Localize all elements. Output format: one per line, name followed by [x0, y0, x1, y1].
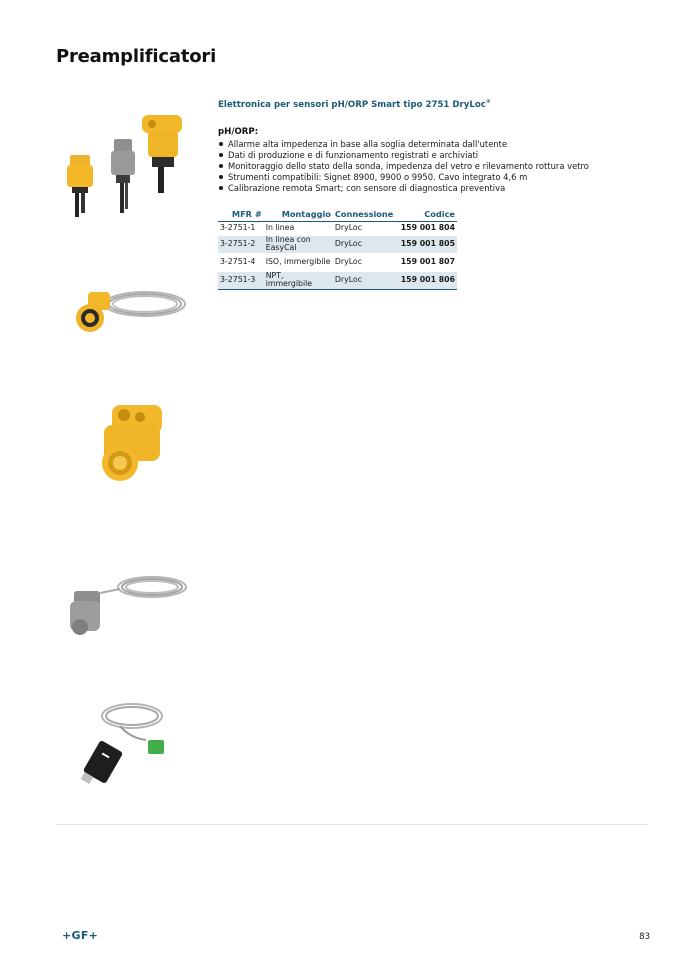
- cell-codice: 159 001 804: [399, 221, 457, 235]
- cell-mfr: 3-2751-4: [218, 253, 264, 271]
- gf-logo: +GF+: [62, 929, 99, 942]
- cell-codice: 159 001 805: [399, 235, 457, 253]
- header-connessione: Connessione: [333, 208, 399, 222]
- header-codice: Codice: [399, 208, 457, 222]
- feature-item: Strumenti compatibili: Signet 8900, 9900 o 9950. Cavo integrato 4,6 m: [218, 172, 638, 183]
- cell-codice: 159 001 807: [399, 253, 457, 271]
- feature-item: Monitoraggio dello stato della sonda, impedenza del vetro e rilevamento rottura vetro: [218, 161, 638, 172]
- cell-montaggio: NPT, immergibile: [264, 271, 333, 289]
- cell-mfr: 3-2751-1: [218, 221, 264, 235]
- table-row: [218, 235, 457, 253]
- footer-divider: [56, 824, 648, 825]
- cell-connessione: DryLoc: [333, 235, 399, 253]
- features-subhead: pH/ORP:: [218, 126, 259, 137]
- table-row: [218, 271, 457, 289]
- page-number: 83: [639, 932, 650, 942]
- table-row: [218, 253, 457, 271]
- registered-mark: ®: [485, 99, 491, 105]
- grey-sensor-cable-image: [50, 563, 190, 643]
- cable-sensor-yellow-image: [50, 280, 190, 355]
- cell-mfr: 3-2751-3: [218, 271, 264, 289]
- cell-connessione: DryLoc: [333, 253, 399, 271]
- header-montaggio: Montaggio: [264, 208, 333, 222]
- features-list: [218, 139, 638, 194]
- table-header-row: [218, 208, 457, 222]
- sensor-electronics-group-image: [50, 103, 190, 223]
- usb-adapter-image: [50, 690, 190, 790]
- feature-item: Dati di produzione e di funzionamento registrati e archiviati: [218, 150, 638, 161]
- cell-montaggio: In linea: [264, 221, 333, 235]
- table-row: [218, 221, 457, 235]
- cell-connessione: DryLoc: [333, 221, 399, 235]
- product-table: [218, 208, 457, 290]
- section-title: Elettronica per sensori pH/ORP Smart tipo 2751 DryLoc®: [218, 99, 491, 110]
- page-title: Preamplificatori: [56, 46, 217, 67]
- feature-item: Calibrazione remota Smart; con sensore di diagnostica preventiva: [218, 183, 638, 194]
- header-mfr: MFR #: [218, 208, 264, 222]
- feature-item: Allarme alta impedenza in base alla soglia determinata dall'utente: [218, 139, 638, 150]
- cell-codice: 159 001 806: [399, 271, 457, 289]
- cell-montaggio: ISO, immergibile: [264, 253, 333, 271]
- cell-connessione: DryLoc: [333, 271, 399, 289]
- product-section: [218, 99, 638, 290]
- cell-montaggio: In linea con EasyCal: [264, 235, 333, 253]
- cell-mfr: 3-2751-2: [218, 235, 264, 253]
- yellow-housing-image: [50, 403, 190, 483]
